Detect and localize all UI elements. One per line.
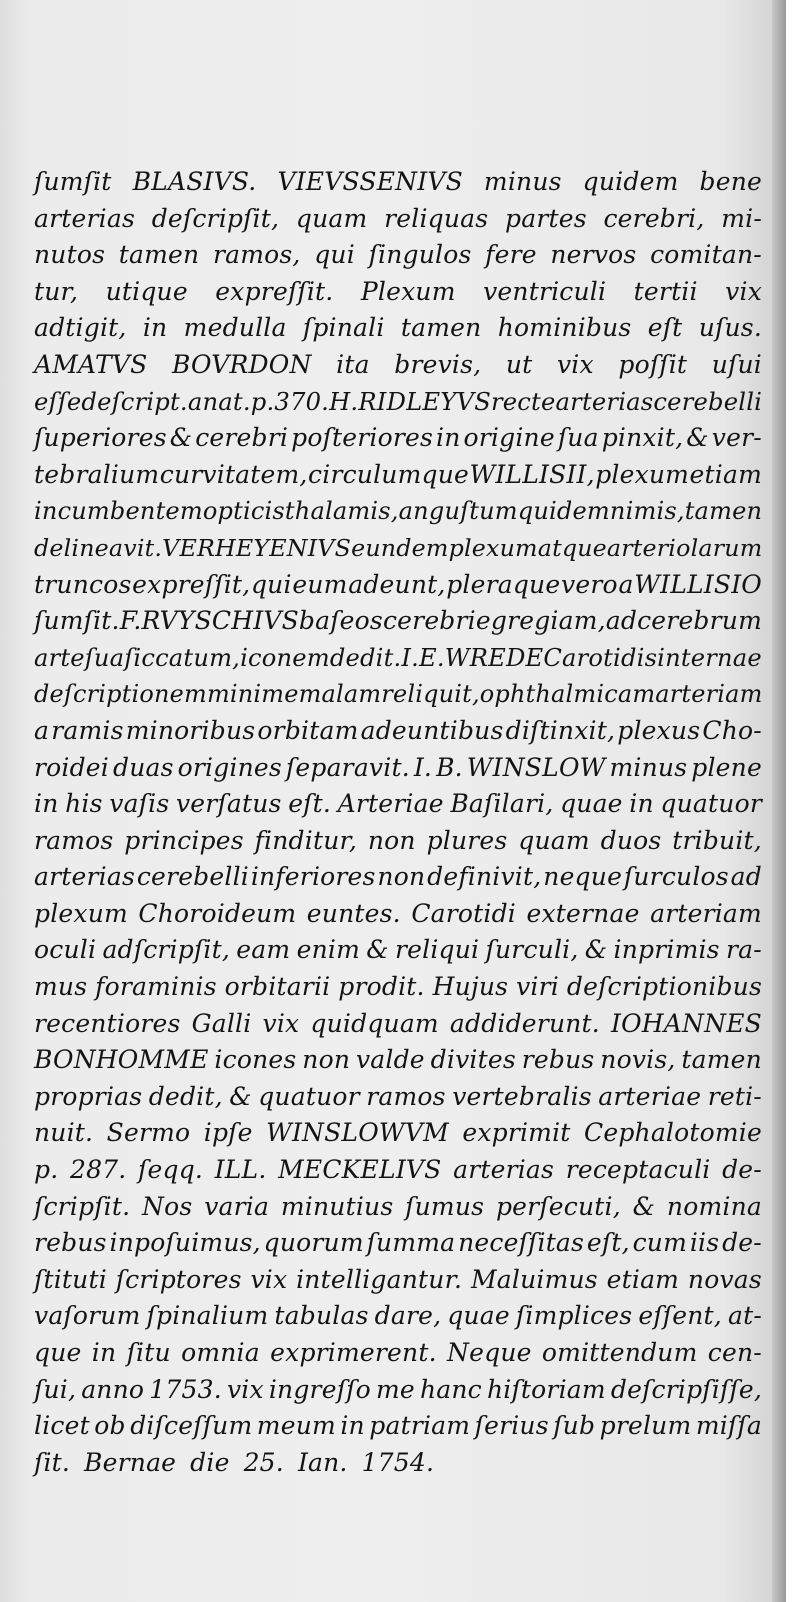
text-line: ſumſit BLASIVS. VIEVSSENIVS minus quidem bene <box>34 167 762 196</box>
text-line: ſit. Bernae die 25. Ian. 1754. <box>34 1447 435 1477</box>
text-line: p. 287. ſeqq. ILL. MECKELIVS arterias receptaculi de- <box>34 1155 762 1185</box>
text-line: incumbentem opticis thalamis, anguſtum quidem nimis, tamen <box>34 497 763 526</box>
text-line: arte ſua ſiccatum, iconem dedit. I. E. WREDE Carotidis internae <box>34 643 762 672</box>
text-line: ſui, anno 1753. vix ingreſſo me hanc hiſtoriam deſcripſiſſe, <box>34 1374 762 1404</box>
text-line: plexum Choroideum euntes. Carotidi externae arteriam <box>34 898 762 928</box>
text-line: ſtituti ſcriptores vix intelligantur. Maluimus etiam novas <box>34 1264 762 1294</box>
text-line: arterias cerebelli inferiores non definivit, neque ſurculos ad <box>34 862 762 892</box>
body-text <box>34 164 762 1481</box>
text-line: ſcripſit. Nos varia minutius ſumus perſecuti, & nomina <box>34 1191 762 1221</box>
text-line: arterias deſcripſit, quam reliquas partes cerebri, mi- <box>34 203 762 233</box>
text-line: delineavit. VERHEYENIVS eundem plexum atque arteriolarum <box>34 533 763 562</box>
page-edge <box>772 0 786 1602</box>
text-line: oculi adſcripſit, eam enim & reliqui ſurculi, & inprimis ra- <box>34 935 762 965</box>
text-line: tur, utique expreſſit. Plexum ventriculi tertii vix <box>34 276 762 306</box>
text-line: deſcriptionem minime malam reliquit, ophthalmicam arteriam <box>34 680 763 709</box>
text-line: proprias dedit, & quatuor ramos vertebralis arteriae reti- <box>34 1081 762 1111</box>
text-line: a ramis minoribus orbitam adeuntibus diſtinxit, plexus Cho- <box>34 715 762 745</box>
text-line: mus foraminis orbitarii prodit. Hujus viri deſcriptionibus <box>34 972 762 1002</box>
text-line: ſumſit. F. RVYSCHIVS baſeos cerebri egregiam, ad cerebrum <box>34 606 762 636</box>
text-line: AMATVS BOVRDON ita brevis, ut vix poſſit uſui <box>34 349 762 379</box>
text-line: eſſe deſcript. anat. p. 370. H. RIDLEYVS recte arterias cerebelli <box>34 387 763 416</box>
text-line: recentiores Galli vix quidquam addiderunt. IOHANNES <box>34 1008 762 1038</box>
text-line: roidei duas origines ſeparavit. I. B. WINSLOW minus plene <box>34 752 762 782</box>
text-line: nuit. Sermo ipſe WINSLOWVM exprimit Cephalotomie <box>34 1118 762 1148</box>
text-line: licet ob diſceſſum meum in patriam ſerius ſub prelum miſſa <box>34 1411 762 1441</box>
text-line: rebus inpoſuimus, quorum ſumma neceſſitas eſt, cum iis de- <box>34 1228 762 1258</box>
text-line: in his vaſis verſatus eſt. Arteriae Baſilari, quae in quatuor <box>34 789 762 819</box>
text-line: adtigit, in medulla ſpinali tamen hominibus eſt uſus. <box>34 313 762 343</box>
text-line: truncos expreſſit, qui eum adeunt, pleraque vero a WILLISIO <box>34 569 762 599</box>
text-line: vaſorum ſpinalium tabulas dare, quae ſimplices eſſent, at- <box>34 1301 762 1331</box>
text-line: nutos tamen ramos, qui ſingulos fere nervos comitan- <box>34 240 762 270</box>
text-line: BONHOMME icones non valde divites rebus novis, tamen <box>34 1045 762 1075</box>
text-line: ſuperiores & cerebri poſteriores in origine ſua pinxit, & ver- <box>34 423 762 453</box>
text-line: tebralium curvitatem, circulumque WILLISII, plexum etiam <box>34 459 762 489</box>
text-line: ramos principes finditur, non plures quam duos tribuit, <box>34 825 762 855</box>
text-line: que in ſitu omnia exprimerent. Neque omittendum cen- <box>34 1338 762 1367</box>
